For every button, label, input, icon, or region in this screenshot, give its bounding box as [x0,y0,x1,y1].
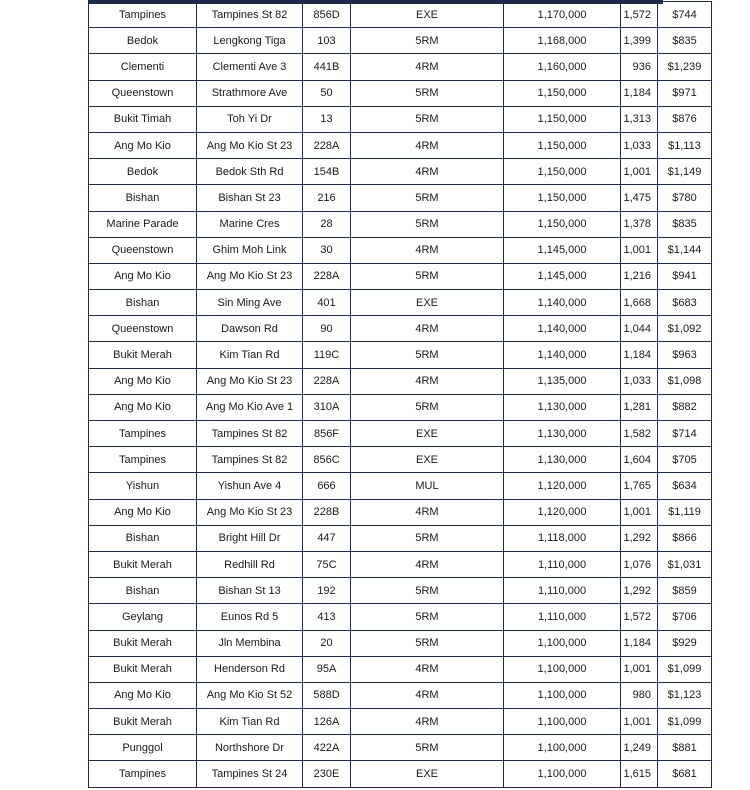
town-cell: Queenstown [89,316,197,342]
flat-type-cell: 5RM [351,630,504,656]
area-cell: 980 [621,682,658,708]
price-cell: 1,110,000 [504,578,621,604]
street-cell: Henderson Rd [197,656,303,682]
street-cell: Ang Mo Kio Ave 1 [197,394,303,420]
street-cell: Tampines St 82 [197,447,303,473]
psf-cell: $705 [658,447,712,473]
psf-cell: $929 [658,630,712,656]
block-cell: 13 [303,106,351,132]
psf-cell: $835 [658,28,712,54]
town-cell: Bukit Merah [89,551,197,577]
street-cell: Redhill Rd [197,551,303,577]
block-cell: 666 [303,473,351,499]
area-cell: 1,582 [621,421,658,447]
area-cell: 1,313 [621,106,658,132]
price-cell: 1,168,000 [504,28,621,54]
flat-type-cell: 5RM [351,342,504,368]
price-cell: 1,145,000 [504,237,621,263]
price-cell: 1,110,000 [504,551,621,577]
area-cell: 1,604 [621,447,658,473]
town-cell: Bishan [89,525,197,551]
price-cell: 1,110,000 [504,604,621,630]
block-cell: 401 [303,290,351,316]
psf-cell: $706 [658,604,712,630]
area-cell: 1,281 [621,394,658,420]
street-cell: Ang Mo Kio St 23 [197,499,303,525]
flat-type-cell: 5RM [351,28,504,54]
street-cell: Yishun Ave 4 [197,473,303,499]
table-row [89,106,712,132]
town-cell: Ang Mo Kio [89,132,197,158]
psf-cell: $1,239 [658,54,712,80]
flat-type-cell: 5RM [351,735,504,761]
table-row [89,394,712,420]
flat-type-cell: 4RM [351,682,504,708]
table-row [89,630,712,656]
area-cell: 1,668 [621,290,658,316]
area-cell: 1,001 [621,499,658,525]
flat-type-cell: 5RM [351,106,504,132]
street-cell: Sin Ming Ave [197,290,303,316]
price-cell: 1,100,000 [504,682,621,708]
town-cell: Ang Mo Kio [89,394,197,420]
street-cell: Bedok Sth Rd [197,159,303,185]
table-row [89,421,712,447]
psf-cell: $1,092 [658,316,712,342]
street-cell: Marine Cres [197,211,303,237]
price-cell: 1,100,000 [504,630,621,656]
block-cell: 230E [303,761,351,787]
area-cell: 1,033 [621,132,658,158]
flat-type-cell: 4RM [351,368,504,394]
psf-cell: $780 [658,185,712,211]
street-cell: Clementi Ave 3 [197,54,303,80]
area-cell: 1,033 [621,368,658,394]
table-body [89,2,712,788]
table-row [89,263,712,289]
town-cell: Yishun [89,473,197,499]
street-cell: Ang Mo Kio St 52 [197,682,303,708]
street-cell: Strathmore Ave [197,80,303,106]
block-cell: 856C [303,447,351,473]
psf-cell: $634 [658,473,712,499]
block-cell: 50 [303,80,351,106]
price-cell: 1,150,000 [504,106,621,132]
street-cell: Northshore Dr [197,735,303,761]
town-cell: Bukit Merah [89,342,197,368]
table-row [89,551,712,577]
price-cell: 1,120,000 [504,499,621,525]
table-row [89,132,712,158]
area-cell: 1,001 [621,159,658,185]
block-cell: 95A [303,656,351,682]
price-cell: 1,130,000 [504,421,621,447]
flat-type-cell: EXE [351,761,504,787]
street-cell: Dawson Rd [197,316,303,342]
block-cell: 228B [303,499,351,525]
table-row [89,525,712,551]
area-cell: 1,292 [621,525,658,551]
flat-type-cell: 4RM [351,499,504,525]
price-cell: 1,130,000 [504,447,621,473]
town-cell: Marine Parade [89,211,197,237]
psf-cell: $876 [658,106,712,132]
town-cell: Tampines [89,2,197,28]
flat-type-cell: 5RM [351,211,504,237]
block-cell: 30 [303,237,351,263]
block-cell: 192 [303,578,351,604]
area-cell: 1,475 [621,185,658,211]
street-cell: Tampines St 82 [197,421,303,447]
street-cell: Bishan St 13 [197,578,303,604]
price-cell: 1,150,000 [504,132,621,158]
flat-type-cell: EXE [351,421,504,447]
psf-cell: $1,123 [658,682,712,708]
street-cell: Bright Hill Dr [197,525,303,551]
area-cell: 1,572 [621,2,658,28]
block-cell: 90 [303,316,351,342]
block-cell: 216 [303,185,351,211]
block-cell: 413 [303,604,351,630]
psf-cell: $1,144 [658,237,712,263]
block-cell: 119C [303,342,351,368]
flat-type-cell: EXE [351,2,504,28]
area-cell: 1,572 [621,604,658,630]
block-cell: 75C [303,551,351,577]
price-cell: 1,150,000 [504,159,621,185]
flat-type-cell: 5RM [351,394,504,420]
town-cell: Punggol [89,735,197,761]
price-cell: 1,100,000 [504,656,621,682]
area-cell: 1,184 [621,80,658,106]
psf-cell: $963 [658,342,712,368]
block-cell: 228A [303,368,351,394]
price-cell: 1,145,000 [504,263,621,289]
flat-type-cell: 4RM [351,237,504,263]
flat-type-cell: 4RM [351,54,504,80]
town-cell: Tampines [89,761,197,787]
table-row [89,290,712,316]
flat-type-cell: 4RM [351,656,504,682]
area-cell: 1,184 [621,342,658,368]
area-cell: 1,249 [621,735,658,761]
table-row [89,761,712,787]
area-cell: 1,399 [621,28,658,54]
block-cell: 28 [303,211,351,237]
flat-type-cell: MUL [351,473,504,499]
town-cell: Geylang [89,604,197,630]
table-row [89,185,712,211]
town-cell: Bukit Merah [89,709,197,735]
price-cell: 1,140,000 [504,342,621,368]
price-cell: 1,100,000 [504,709,621,735]
town-cell: Bukit Merah [89,630,197,656]
street-cell: Toh Yi Dr [197,106,303,132]
block-cell: 441B [303,54,351,80]
table-row [89,316,712,342]
block-cell: 228A [303,132,351,158]
town-cell: Ang Mo Kio [89,368,197,394]
resale-transactions-table [88,1,712,788]
table-row [89,499,712,525]
price-cell: 1,140,000 [504,290,621,316]
town-cell: Ang Mo Kio [89,263,197,289]
area-cell: 936 [621,54,658,80]
block-cell: 126A [303,709,351,735]
block-cell: 588D [303,682,351,708]
town-cell: Bishan [89,578,197,604]
flat-type-cell: 4RM [351,551,504,577]
area-cell: 1,615 [621,761,658,787]
flat-type-cell: 5RM [351,604,504,630]
area-cell: 1,001 [621,237,658,263]
block-cell: 856D [303,2,351,28]
price-cell: 1,150,000 [504,80,621,106]
psf-cell: $1,099 [658,656,712,682]
table-row [89,368,712,394]
table-row [89,2,712,28]
town-cell: Queenstown [89,237,197,263]
street-cell: Lengkong Tiga [197,28,303,54]
flat-type-cell: EXE [351,447,504,473]
town-cell: Bedok [89,159,197,185]
price-cell: 1,160,000 [504,54,621,80]
street-cell: Ang Mo Kio St 23 [197,132,303,158]
area-cell: 1,001 [621,709,658,735]
block-cell: 856F [303,421,351,447]
psf-cell: $866 [658,525,712,551]
price-cell: 1,170,000 [504,2,621,28]
block-cell: 447 [303,525,351,551]
psf-cell: $881 [658,735,712,761]
street-cell: Ghim Moh Link [197,237,303,263]
psf-cell: $1,031 [658,551,712,577]
town-cell: Ang Mo Kio [89,682,197,708]
psf-cell: $681 [658,761,712,787]
flat-type-cell: 5RM [351,80,504,106]
psf-cell: $1,149 [658,159,712,185]
street-cell: Kim Tian Rd [197,709,303,735]
price-cell: 1,118,000 [504,525,621,551]
town-cell: Bishan [89,290,197,316]
table-row [89,237,712,263]
block-cell: 310A [303,394,351,420]
psf-cell: $835 [658,211,712,237]
street-cell: Ang Mo Kio St 23 [197,263,303,289]
flat-type-cell: EXE [351,290,504,316]
table-row [89,682,712,708]
table-row [89,656,712,682]
table-row [89,80,712,106]
table-row [89,709,712,735]
area-cell: 1,292 [621,578,658,604]
table-row [89,211,712,237]
town-cell: Queenstown [89,80,197,106]
psf-cell: $1,098 [658,368,712,394]
price-cell: 1,150,000 [504,185,621,211]
price-cell: 1,130,000 [504,394,621,420]
town-cell: Bedok [89,28,197,54]
town-cell: Tampines [89,421,197,447]
table-row [89,604,712,630]
psf-cell: $1,113 [658,132,712,158]
flat-type-cell: 4RM [351,159,504,185]
psf-cell: $714 [658,421,712,447]
block-cell: 20 [303,630,351,656]
area-cell: 1,765 [621,473,658,499]
price-cell: 1,150,000 [504,211,621,237]
table-row [89,578,712,604]
street-cell: Jln Membina [197,630,303,656]
table-row [89,342,712,368]
psf-cell: $941 [658,263,712,289]
street-cell: Ang Mo Kio St 23 [197,368,303,394]
flat-type-cell: 5RM [351,263,504,289]
area-cell: 1,001 [621,656,658,682]
area-cell: 1,378 [621,211,658,237]
flat-type-cell: 4RM [351,316,504,342]
psf-cell: $744 [658,2,712,28]
area-cell: 1,216 [621,263,658,289]
table-row [89,28,712,54]
price-cell: 1,100,000 [504,761,621,787]
psf-cell: $1,119 [658,499,712,525]
table-row [89,54,712,80]
town-cell: Bukit Merah [89,656,197,682]
street-cell: Tampines St 24 [197,761,303,787]
street-cell: Tampines St 82 [197,2,303,28]
psf-cell: $971 [658,80,712,106]
price-cell: 1,140,000 [504,316,621,342]
town-cell: Ang Mo Kio [89,499,197,525]
price-cell: 1,100,000 [504,735,621,761]
town-cell: Tampines [89,447,197,473]
psf-cell: $882 [658,394,712,420]
block-cell: 228A [303,263,351,289]
flat-type-cell: 4RM [351,709,504,735]
flat-type-cell: 5RM [351,578,504,604]
town-cell: Clementi [89,54,197,80]
street-cell: Kim Tian Rd [197,342,303,368]
street-cell: Eunos Rd 5 [197,604,303,630]
block-cell: 422A [303,735,351,761]
flat-type-cell: 5RM [351,525,504,551]
street-cell: Bishan St 23 [197,185,303,211]
psf-cell: $1,099 [658,709,712,735]
area-cell: 1,076 [621,551,658,577]
block-cell: 103 [303,28,351,54]
table-row [89,159,712,185]
psf-cell: $859 [658,578,712,604]
area-cell: 1,184 [621,630,658,656]
block-cell: 154B [303,159,351,185]
price-cell: 1,120,000 [504,473,621,499]
price-cell: 1,135,000 [504,368,621,394]
psf-cell: $683 [658,290,712,316]
table-row [89,447,712,473]
flat-type-cell: 4RM [351,132,504,158]
table-row [89,735,712,761]
area-cell: 1,044 [621,316,658,342]
town-cell: Bishan [89,185,197,211]
table-row [89,473,712,499]
town-cell: Bukit Timah [89,106,197,132]
flat-type-cell: 5RM [351,185,504,211]
